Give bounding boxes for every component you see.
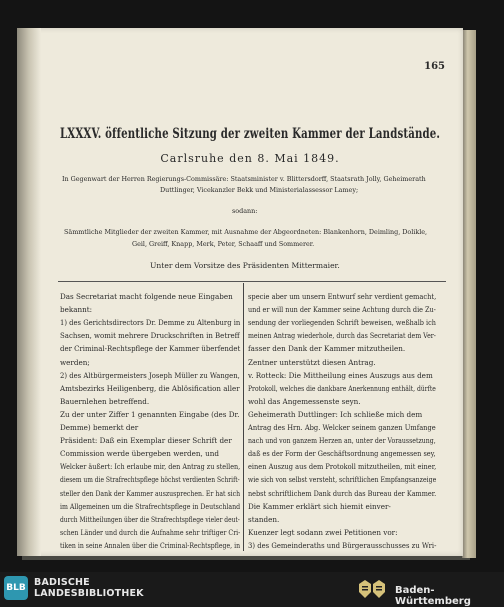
right-column-line: und er will nun der Kammer seine Achtung durch die Zu- (248, 305, 436, 315)
left-column-line: diesem um die Strafrechtspflege höchst verdienten Schrift- (60, 475, 240, 485)
column-divider (243, 283, 244, 551)
left-column-line: werden; (60, 357, 90, 367)
header-rule (58, 281, 446, 282)
right-column-line: Zentner unterstützt diesen Antrag. (248, 357, 376, 367)
right-column-line: Die Kammer erklärt sich hiemit einver- (248, 501, 391, 511)
left-column-line: Sachsen, womit mehrere Druckschriften in Betreff (60, 331, 240, 341)
attendance-line-2: Duttlinger, Vicekanzler Bekk und Ministerialassessor Lamey; (160, 186, 359, 194)
right-column-line: Kuenzer legt sodann zwei Petitionen vor: (248, 527, 398, 537)
right-column-line: Geheimerath Duttlinger: Ich schließe mich dem (248, 409, 423, 419)
right-column-line: einen Auszug aus dem Protokoll mitzutheilen, mit einer, (248, 462, 437, 472)
left-column-line: durch Mittheilungen über die Strafrechtspflege vieler deut- (60, 514, 240, 524)
blb-logo[interactable]: BLB (4, 576, 28, 600)
left-column-line: Präsident: Daß ein Exemplar dieser Schrift der (60, 436, 232, 446)
left-column-line: bekannt: (60, 305, 93, 315)
session-dateline: Carlsruhe den 8. Mai 1849. (160, 152, 340, 165)
left-column-line: der Criminal-Rechtspflege der Kammer überfendet (60, 344, 241, 354)
right-column-line: daß es der Form der Geschäftsordnung angemessen sey, (248, 449, 436, 459)
sodann-label: sodann: (232, 207, 258, 215)
members-line-1: Sämmtliche Mitglieder der zweiten Kammer, mit Ausnahme der Abgeordneten: Blankenhorn, Deimling, Dolikle, (64, 228, 428, 236)
right-column-line: nebst schriftlichem Dank durch das Bureau der Kammer. (248, 488, 437, 498)
right-column-line: 3) des Gemeinderaths und Bürgerausschusses zu Wri- (248, 540, 437, 550)
left-column-line: 2) des Altbürgermeisters Joseph Müller zu Wangen, (60, 370, 240, 380)
right-column-line: wohl das Angemessenste seyn. (248, 396, 361, 406)
right-column-line: Protokoll, welches die dankbare Anerkennung enthält, dürfte (248, 383, 436, 393)
library-name[interactable] (34, 577, 144, 599)
page-number: 165 (424, 61, 445, 72)
attendance-line-1: In Gegenwart der Herren Regierungs-Commissäre: Staatsminister v. Blittersdorff, Staatsrath Jolly, Geheimerath (62, 175, 426, 183)
library-name-line-1: BADISCHE (34, 577, 90, 588)
right-column-line: Antrag des Hrn. Abg. Welcker seinem ganzen Umfange (248, 423, 436, 432)
right-column-line: meinen Antrag wiederhole, durch das Secretariat dem Ver- (248, 331, 436, 341)
right-column-line: specie aber um unsern Entwurf sehr verdient gemacht, (248, 292, 437, 301)
book-page-edges (462, 30, 476, 558)
right-column-line: sendung der vorliegenden Schrift beweisen, weßhalb ich (248, 318, 436, 328)
left-column-line: steller den Dank der Kammer auszusprechen. Er hat sich (60, 488, 241, 498)
session-title: LXXXV. öffentliche Sitzung der zweiten Kammer der Landstände. (60, 126, 441, 142)
chair-line: Unter dem Vorsitze des Präsidenten Mittermaier. (150, 261, 340, 270)
coat-of-arms-icon (357, 578, 387, 600)
left-column-line: Commission werde übergeben werden, und (60, 449, 219, 459)
state-logo-text[interactable]: Baden-Württemberg (395, 585, 471, 607)
left-column-line: Das Secretariat macht folgende neue Eingaben (60, 292, 233, 301)
right-column-line: standen. (248, 514, 280, 524)
members-line-2: Geil, Greiff, Knapp, Merk, Peter, Schaaff und Sommerer. (132, 240, 315, 248)
left-column-line: Zu der unter Ziffer 1 genannten Eingabe (des Dr. (60, 409, 240, 419)
right-column-line: v. Rotteck: Die Mittheilung eines Auszugs aus dem (248, 370, 433, 380)
left-column-line: tiken in seine Annalen über die Criminal-Rechtspflege, in (60, 540, 241, 550)
library-name-line-2: LANDESBIBLIOTHEK (34, 588, 144, 599)
left-column-line: Welcker äußert: Ich erlaube mir, den Antrag zu stellen, (60, 462, 241, 472)
left-column-line: Amtsbezirks Heiligenberg, die Ablösification aller (60, 383, 240, 393)
left-column-line: Bauernlehen betreffend. (60, 396, 150, 406)
right-column-line: fasser den Dank der Kammer mitzutheilen. (248, 344, 406, 354)
page-gutter (17, 28, 41, 556)
left-column-line: Demme) bemerkt der (60, 423, 139, 432)
right-column-line: wie sich von selbst versteht, schriftlichen Empfangsanzeige (248, 475, 437, 485)
right-column-line: nach und von ganzem Herzen an, unter der Voraussetzung, (248, 436, 436, 446)
left-column-line: 1) des Gerichtsdirectors Dr. Demme zu Altenburg in (60, 318, 241, 328)
left-column-line: im Allgemeinen um die Strafrechtspflege in Deutschland (60, 501, 241, 511)
left-column-line: schen Länder und durch die Aufnahme sehr triftiger Cri- (60, 527, 241, 537)
